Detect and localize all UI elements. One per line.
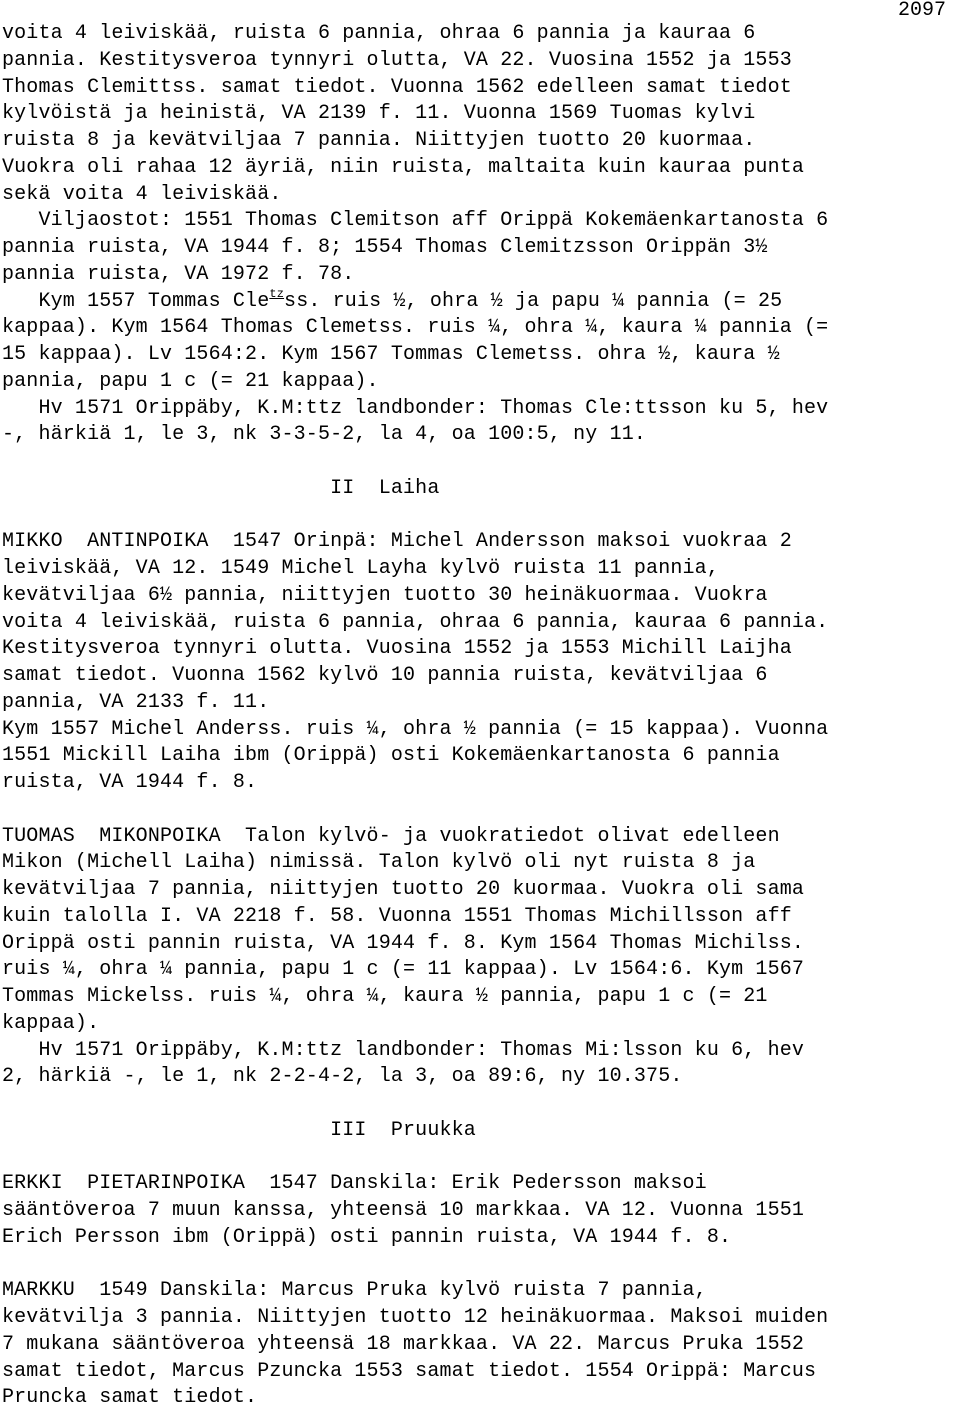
text-line: Kym 1557 Michel Anderss. ruis ¼, ohra ½ pannia (= 15 kappaa). Vuonna — [2, 717, 829, 741]
text-line: Erich Persson ibm (Orippä) osti pannin ruista, VA 1944 f. 8. — [2, 1225, 732, 1249]
text-line: pannia, VA 2133 f. 11. — [2, 690, 270, 714]
text-line: voita 4 leiviskää, ruista 6 pannia, ohraa 6 pannia ja kauraa 6 — [2, 22, 756, 45]
text-line: MIKKO ANTINPOIKA 1547 Orinpä: Michel Andersson maksoi vuokraa 2 — [2, 530, 792, 554]
text-line: Mikon (Michell Laiha) nimissä. Talon kylvö oli nyt ruista 8 ja — [2, 851, 756, 875]
text-line: pannia, papu 1 c (= 21 kappaa). — [2, 369, 379, 393]
text-line: MARKKU 1549 Danskila: Marcus Pruka kylvö ruista 7 pannia, — [2, 1279, 707, 1303]
text-line: kappaa). — [2, 1011, 100, 1035]
text-line: -, härkiä 1, le 3, nk 3-3-5-2, la 4, oa 100:5, ny 11. — [2, 423, 647, 447]
text-line: 2, härkiä -, le 1, nk 2-2-4-2, la 3, oa 89:6, ny 10.375. — [2, 1065, 683, 1089]
text-line: leiviskää, VA 12. 1549 Michel Layha kylvö ruista 11 pannia, — [2, 557, 719, 580]
text-line: Pruncka samat tiedot. — [2, 1386, 258, 1409]
page-number: 2097 — [897, 0, 946, 22]
text-line: ERKKI PIETARINPOIKA 1547 Danskila: Erik Pedersson maksoi — [2, 1172, 707, 1196]
text-line: Kestitysveroa tynnyri olutta. Vuosina 1552 ja 1553 Michill Laijha — [2, 637, 792, 661]
text-line: Hv 1571 Orippäby, K.M:ttz landbonder: Thomas Mi:lsson ku 6, hev — [2, 1038, 805, 1062]
text-line: 1551 Mickill Laiha ibm (Orippä) osti Kokemäenkartanosta 6 pannia — [2, 744, 780, 768]
text-line: kylvöistä ja heinistä, VA 2139 f. 11. Vuonna 1569 Tuomas kylvi — [2, 102, 756, 126]
text-line: ruista, VA 1944 f. 8. — [2, 771, 258, 794]
text-line: Tommas Mickelss. ruis ¼, ohra ¼, kaura ½ pannia, papu 1 c (= 21 — [2, 985, 768, 1008]
text-line: samat tiedot, Marcus Pzuncka 1553 samat tiedot. 1554 Orippä: Marcus — [2, 1359, 817, 1383]
text-line: pannia. Kestitysveroa tynnyri olutta, VA 22. Vuosina 1552 ja 1553 — [2, 48, 792, 72]
text-segment: ss. ruis ½, ohra ½ ja papu ¼ pannia (= 25 — [284, 289, 783, 313]
text-line: kappaa). Kym 1564 Thomas Clemetss. ruis ¼, ohra ¼, kaura ¼ pannia (= — [2, 316, 829, 340]
text-line: Vuokra oli rahaa 12 äyriä, niin ruista, maltaita kuin kauraa punta — [2, 155, 805, 179]
text-line: 7 mukana sääntöveroa yhteensä 18 markkaa. VA 22. Marcus Pruka 1552 — [2, 1332, 805, 1356]
text-line: Orippä osti pannin ruista, VA 1944 f. 8. Kym 1564 Thomas Michilss. — [2, 931, 805, 955]
text-line: kevätvilja 3 pannia. Niittyjen tuotto 12 heinäkuormaa. Maksoi muiden — [2, 1306, 829, 1329]
text-line: Viljaostot: 1551 Thomas Clemitson aff Orippä Kokemäenkartanosta 6 — [2, 209, 829, 233]
text-line: ruis ¼, ohra ¼ pannia, papu 1 c (= 11 kappaa). Lv 1564:6. Kym 1567 — [2, 958, 805, 982]
text-line: ruista 8 ja kevätviljaa 7 pannia. Niittyjen tuotto 20 kuormaa. — [2, 129, 756, 152]
text-line: 15 kappaa). Lv 1564:2. Kym 1567 Tommas Clemetss. ohra ½, kaura ½ — [2, 343, 780, 366]
text-line: Thomas Clemittss. samat tiedot. Vuonna 1562 edelleen samat tiedot — [2, 75, 792, 99]
text-line: pannia ruista, VA 1944 f. 8; 1554 Thomas Clemitzsson Orippän 3½ — [2, 236, 768, 259]
text-line: sääntöveroa 7 muun kanssa, yhteensä 10 markkaa. VA 12. Vuonna 1551 — [2, 1199, 805, 1222]
text-line: pannia ruista, VA 1972 f. 78. — [2, 262, 355, 286]
text-line: II Laiha — [2, 476, 440, 500]
text-line: sekä voita 4 leiviskää. — [2, 182, 282, 206]
text-line: samat tiedot. Vuonna 1562 kylvö 10 pannia ruista, kevätviljaa 6 — [2, 664, 768, 687]
text-line: TUOMAS MIKONPOIKA Talon kylvö- ja vuokratiedot olivat edelleen — [2, 824, 780, 848]
text-segment: Kym 1557 Tommas Cle — [2, 289, 270, 313]
text-line: kuin talolla I. VA 2218 f. 58. Vuonna 1551 Thomas Michillsson aff — [2, 904, 792, 928]
text-line: kevätviljaa 6½ pannia, niittyjen tuotto 30 heinäkuormaa. Vuokra — [2, 583, 768, 607]
text-line: voita 4 leiviskää, ruista 6 pannia, ohraa 6 pannia, kauraa 6 pannia. — [2, 610, 829, 634]
text-line — [2, 286, 783, 314]
superscript: tz — [269, 286, 285, 301]
text-line: III Pruukka — [2, 1118, 476, 1142]
text-line: Hv 1571 Orippäby, K.M:ttz landbonder: Thomas Cle:ttsson ku 5, hev — [2, 396, 829, 420]
text-line: kevätviljaa 7 pannia, niittyjen tuotto 20 kuormaa. Vuokra oli sama — [2, 878, 805, 901]
